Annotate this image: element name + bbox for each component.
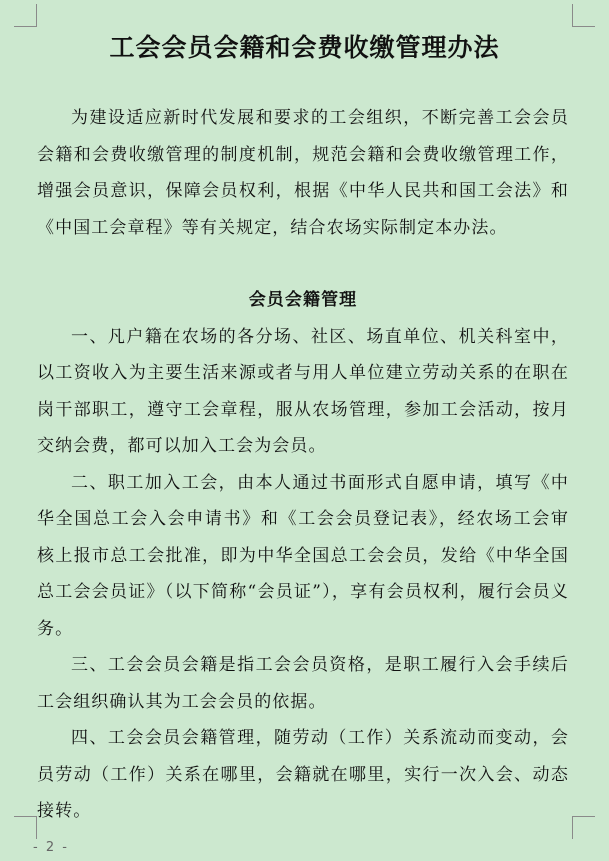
article-paragraph-3: 三、工会会员会籍是指工会会员资格，是职工履行入会手续后工会组织确认其为工会会员的依据。 <box>37 655 569 712</box>
page-number: - 2 - <box>33 840 69 855</box>
crop-mark-bottom-right <box>572 816 595 839</box>
crop-mark-top-right <box>572 4 595 27</box>
document-body <box>37 100 569 830</box>
article-paragraph-2: 二、职工加入工会，由本人通过书面形式自愿申请，填写《中华全国总工会入会申请书》和《工会会员登记表》，经农场工会审核上报市总工会批准，即为中华全国总工会会员，发给《中华全国总工会会员证》（以下简称“会员证”），享有会员权利，履行会员义务。 <box>37 472 569 639</box>
article-paragraph-1: 一、凡户籍在农场的各分场、社区、场直单位、机关科室中，以工资收入为主要生活来源或者与用人单位建立劳动关系的在职在岗干部职工，遵守工会章程，服从农场管理，参加工会活动，按月交纳会费，都可以加入工会为会员。 <box>37 326 569 456</box>
article-paragraph-4: 四、工会会员会籍管理，随劳动（工作）关系流动而变动，会员劳动（工作）关系在哪里，会籍就在哪里，实行一次入会、动态接转。 <box>37 728 569 821</box>
crop-mark-top-left <box>14 4 37 27</box>
document-title: 工会会员会籍和会费收缴管理办法 <box>109 33 500 62</box>
intro-paragraph: 为建设适应新时代发展和要求的工会组织，不断完善工会会员会籍和会费收缴管理的制度机制，规范会籍和会费收缴管理工作，增强会员意识，保障会员权利，根据《中华人民共和国工会法》和《中国工会章程》等有关规定，结合农场实际制定本办法。 <box>37 108 569 238</box>
crop-mark-bottom-left <box>14 816 37 839</box>
section-heading: 会员会籍管理 <box>248 290 358 310</box>
